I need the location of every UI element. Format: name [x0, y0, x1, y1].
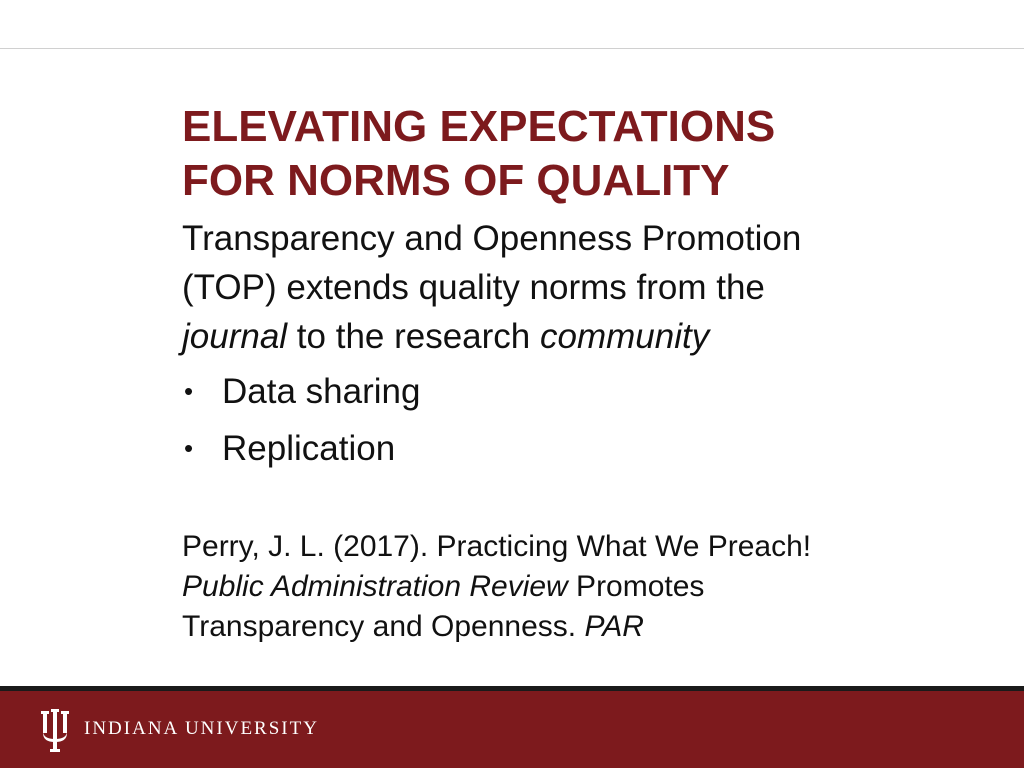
iu-trident-icon [38, 709, 72, 753]
list-item [182, 363, 982, 420]
bullet-list [182, 363, 982, 477]
intro-line-2: (TOP) extends quality norms from the [182, 268, 765, 307]
bullet-dot: • [184, 376, 194, 406]
citation-par: PAR [584, 610, 644, 643]
intro-journal-word: journal [182, 317, 288, 356]
top-divider [0, 48, 1024, 49]
footer-bar [0, 691, 1024, 768]
citation-journal-title: Public Administration Review [182, 570, 568, 603]
citation-line-3: Transparency and Openness. [182, 610, 585, 643]
bullet-text: Data sharing [222, 372, 421, 411]
citation-line-2-rest: Promotes [567, 570, 705, 603]
citation-line-1: Perry, J. L. (2017). Practicing What We Preach! [182, 530, 812, 563]
citation [182, 527, 982, 647]
title-line-2: FOR NORMS OF QUALITY [182, 156, 730, 205]
intro-mid-text: to the research [287, 317, 540, 356]
university-wordmark: INDIANA UNIVERSITY [84, 718, 319, 739]
title-line-1: ELEVATING EXPECTATIONS [182, 102, 776, 151]
list-item [182, 420, 982, 477]
slide-content [182, 100, 982, 647]
bullet-dot: • [184, 433, 194, 463]
intro-line-1: Transparency and Openness Promotion [182, 219, 802, 258]
slide-title [182, 100, 982, 208]
intro-community-word: community [540, 317, 710, 356]
bullet-text: Replication [222, 429, 396, 468]
intro-paragraph [182, 214, 982, 361]
